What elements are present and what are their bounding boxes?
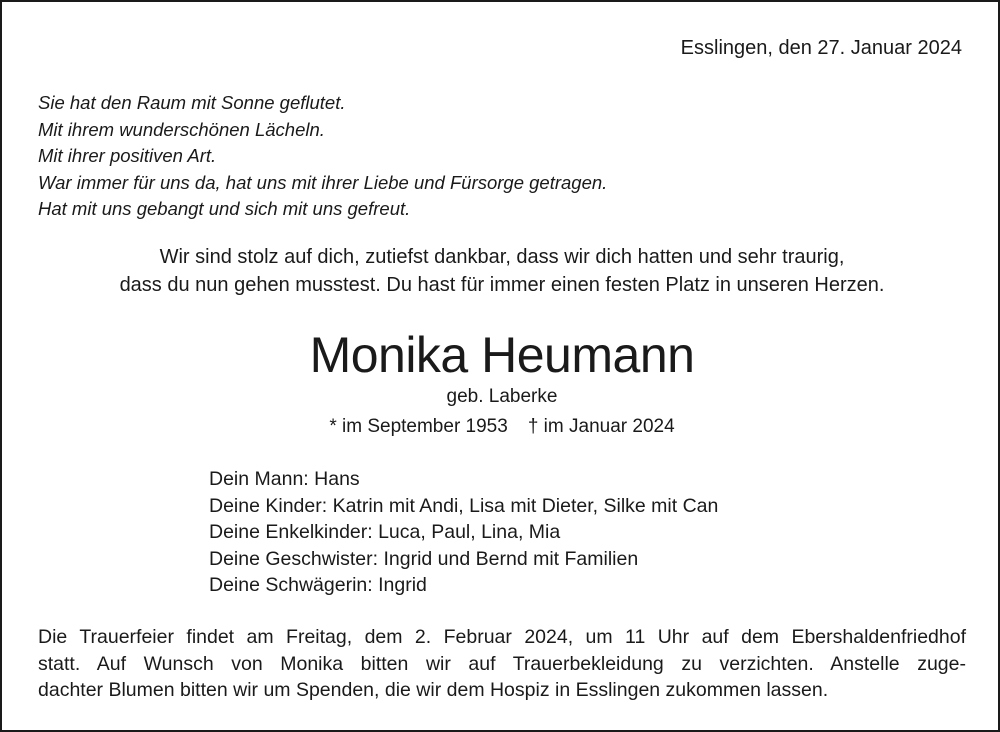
- funeral-info: [38, 624, 966, 704]
- family-line: Deine Geschwister: Ingrid und Bernd mit Familien: [209, 547, 639, 570]
- poem-line: Mit ihrem wunderschönen Lächeln.: [38, 118, 325, 140]
- maiden-name: geb. Laberke: [446, 386, 558, 407]
- poem-line: Mit ihrer positiven Art.: [38, 145, 217, 166]
- tribute-line: dass du nun gehen musstest. Du hast für immer einen festen Platz in unseren Herzen.: [119, 274, 885, 296]
- funeral-line: Die Trauerfeier findet am Freitag, dem 2. Februar 2024, um 11 Uhr auf dem Ebershaldenfriedhof: [38, 626, 966, 648]
- place-date: Esslingen, den 27. Januar 2024: [680, 37, 962, 59]
- family-line: Deine Kinder: Katrin mit Andi, Lisa mit Dieter, Silke mit Can: [209, 494, 719, 517]
- family-line: Dein Mann: Hans: [209, 468, 360, 490]
- deceased-name: Monika Heumann: [309, 327, 695, 383]
- birth-date: * im September 1953: [329, 416, 508, 437]
- poem-line: Sie hat den Raum mit Sonne geflutet.: [38, 92, 346, 113]
- tribute-line: Wir sind stolz auf dich, zutiefst dankbar, dass wir dich hatten und sehr traurig,: [159, 246, 845, 268]
- family-list: [209, 466, 718, 599]
- family-line: Deine Enkelkinder: Luca, Paul, Lina, Mia: [209, 521, 561, 543]
- lifespan: [2, 415, 1000, 439]
- tribute-text: [2, 243, 1000, 299]
- poem: [38, 90, 607, 223]
- funeral-line: statt. Auf Wunsch von Monika bitten wir auf Trauerbekleidung zu verzichten. Anstelle zuge-: [38, 652, 966, 675]
- death-date: † im Januar 2024: [527, 416, 675, 437]
- poem-line: War immer für uns da, hat uns mit ihrer Liebe und Fürsorge getragen.: [38, 171, 608, 193]
- poem-line: Hat mit uns gebangt und sich mit uns gefreut.: [38, 198, 411, 219]
- funeral-line: dachter Blumen bitten wir um Spenden, die wir dem Hospiz in Esslingen zukommen lassen.: [38, 679, 829, 701]
- family-line: Deine Schwägerin: Ingrid: [209, 574, 427, 596]
